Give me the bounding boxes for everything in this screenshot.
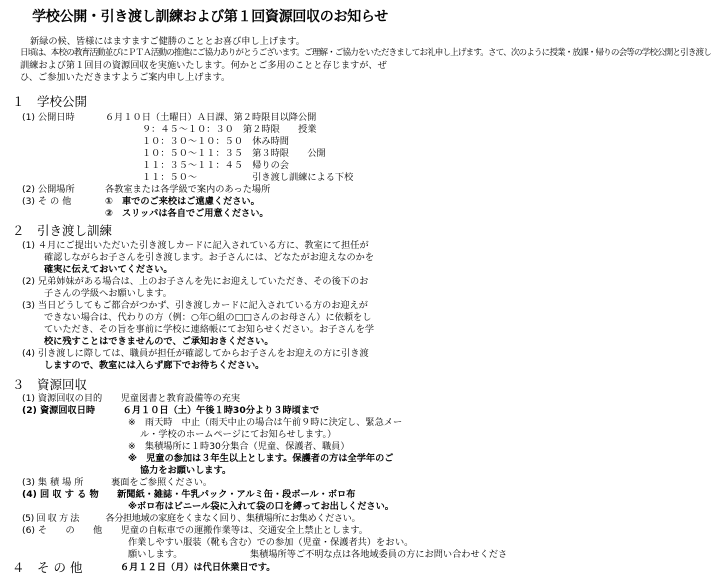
schedule-row: １０：５０～１１：３５ 第３時限 公開: [142, 148, 326, 159]
recycling-line: (1) 資源回収の目的 児童図書と教育設備等の充実: [22, 393, 241, 404]
intro-line: 新緑の候、皆様にはますますご健勝のこととお喜び申し上げます。: [30, 36, 305, 47]
note-no-cars: ① 車でのご来校はご遠慮ください。: [105, 196, 260, 207]
intro-line: 日頃は、本校の教育活動並びにＰＴＡ活動の推進にご協力ありがとうございます。ご理解・ご協力をいただきましてお礼申し上げます。さて、次のように授業・放課・帰りの会等の学校公開と引き渡し: [20, 48, 711, 58]
intro-line: 訓練および第１回目の資源回収を実施いたします。何かとご多用のことと存じますが、ぜ: [20, 60, 387, 71]
handover-line: 確実に伝えておいてください。: [44, 264, 173, 275]
schedule-row: ９：４５～１０：３０ 第２時限 授業: [142, 124, 317, 135]
open-datetime-value: ６月１０日（土曜日）Ａ日課、第２時限目以降公開: [105, 112, 317, 123]
handover-line: 校に残すことはできませんので、ご承知おきください。: [44, 336, 274, 347]
intro-line: ひ、ご参加いただきますようご案内申し上げます。: [20, 72, 231, 83]
schedule-row: １０：３０～１０：５０ 休み時間: [142, 136, 289, 147]
recycling-line: ※ 集積場所に１時30分集合（児童、保護者、職員）: [128, 441, 350, 452]
document-title: 学校公開・引き渡し訓練および第１回資源回収のお知らせ: [32, 9, 388, 25]
section-heading-recycling: ３ 資源回収: [12, 377, 88, 392]
handover-line: ていただき、その旨を事前に学校に連絡帳にてお知らせください。お子さんを学: [44, 324, 375, 335]
handover-line: できない場合は、代わりの方（例：○年○組の□□さんのお母さん）に依頼をし: [44, 312, 372, 323]
other-value: ６月１２日（月）は代日休業日です。: [120, 562, 276, 573]
handover-line: [44, 252, 374, 263]
handover-line: (3) 当日どうしてもご都合がつかず、引き渡しカードに記入されている方のお迎えが: [22, 300, 368, 311]
recycling-line: い。: [395, 537, 414, 548]
open-other-label: (3) そ の 他: [22, 196, 72, 207]
handover-text: 確認しながらお子さんを引き渡します。お子さんには、どなたがお迎えなのかを: [44, 252, 375, 263]
recycling-line: 集積場所等ご不明な点は各地域委員の方にお問い合わせくださ: [250, 549, 508, 560]
recycling-line: ※ 雨天時 中止（雨天中止の場合は午前９時に決定し、緊急メー: [128, 417, 403, 428]
recycling-line: ル・学校のホームページにてお知らせします。）: [140, 429, 337, 440]
recycling-line: (5) 回 収 方 法 各分担地域の家庭をくまなく回り、集積場所にお集めください。: [22, 513, 361, 524]
section-heading-handover: ２ 引き渡し訓練: [12, 223, 113, 238]
section-heading-other: ４ そ の 他: [12, 560, 83, 575]
recycling-line: (3) 集 積 場 所 裏面をご参照ください。: [22, 477, 213, 488]
recycling-line: 作業しやすい服装（靴も含む）での参加（児童・保護者共）をお: [128, 537, 395, 548]
schedule-row: １１：３５～１１：４５ 帰りの会: [142, 160, 289, 171]
handover-line: (2) 兄弟姉妹がある場合は、上のお子さんを先にお迎えしていただき、その後下のお: [22, 276, 369, 287]
recycling-line: 協力をお願いします。: [140, 465, 232, 476]
recycling-line: 願いします。: [128, 549, 183, 560]
open-datetime-label: (1) 公開日時: [22, 112, 75, 123]
handover-line: しますので、教室には入らず廊下でお待ちください。: [44, 360, 265, 371]
recycling-line: (6) そ の 他 児童の自転車での運搬作業等は、交通安全上禁止とします。: [22, 525, 368, 536]
section-heading-school-open: １ 学校公開: [12, 94, 88, 109]
recycling-line: ※ボロ布はビニール袋に入れて袋の口を縛ってお出しください。: [128, 501, 394, 512]
recycling-line: ※ 児童の参加は３年生以上とします。保護者の方は全学年のご: [128, 453, 394, 464]
handover-line: (1) ４月にご提出いただいた引き渡しカードに記入されている方に、教室にて担任が: [22, 240, 369, 251]
recycling-line: (4) 回 収 す る 物 新聞紙・雑誌・牛乳パック・アルミ缶・段ボール・ボロ布: [22, 489, 356, 500]
open-place-label: (2) 公開場所: [22, 184, 75, 195]
handover-line: 子さんの学級へお願いします。: [44, 288, 172, 299]
open-place-value: 各教室または各学級で案内のあった場所: [105, 184, 271, 195]
handover-line: (4) 引き渡しに際しては、職員が担任が確認してからお子さんをお迎えの方に引き渡: [22, 348, 369, 359]
note-slippers: ② スリッパは各自でご用意ください。: [105, 208, 269, 219]
recycling-line: (2) 資源回収日時 ６月１０日（土）午後１時30分より３時頃まで: [22, 405, 320, 416]
schedule-row: １１：５０～ 引き渡し訓練による下校: [142, 172, 354, 183]
